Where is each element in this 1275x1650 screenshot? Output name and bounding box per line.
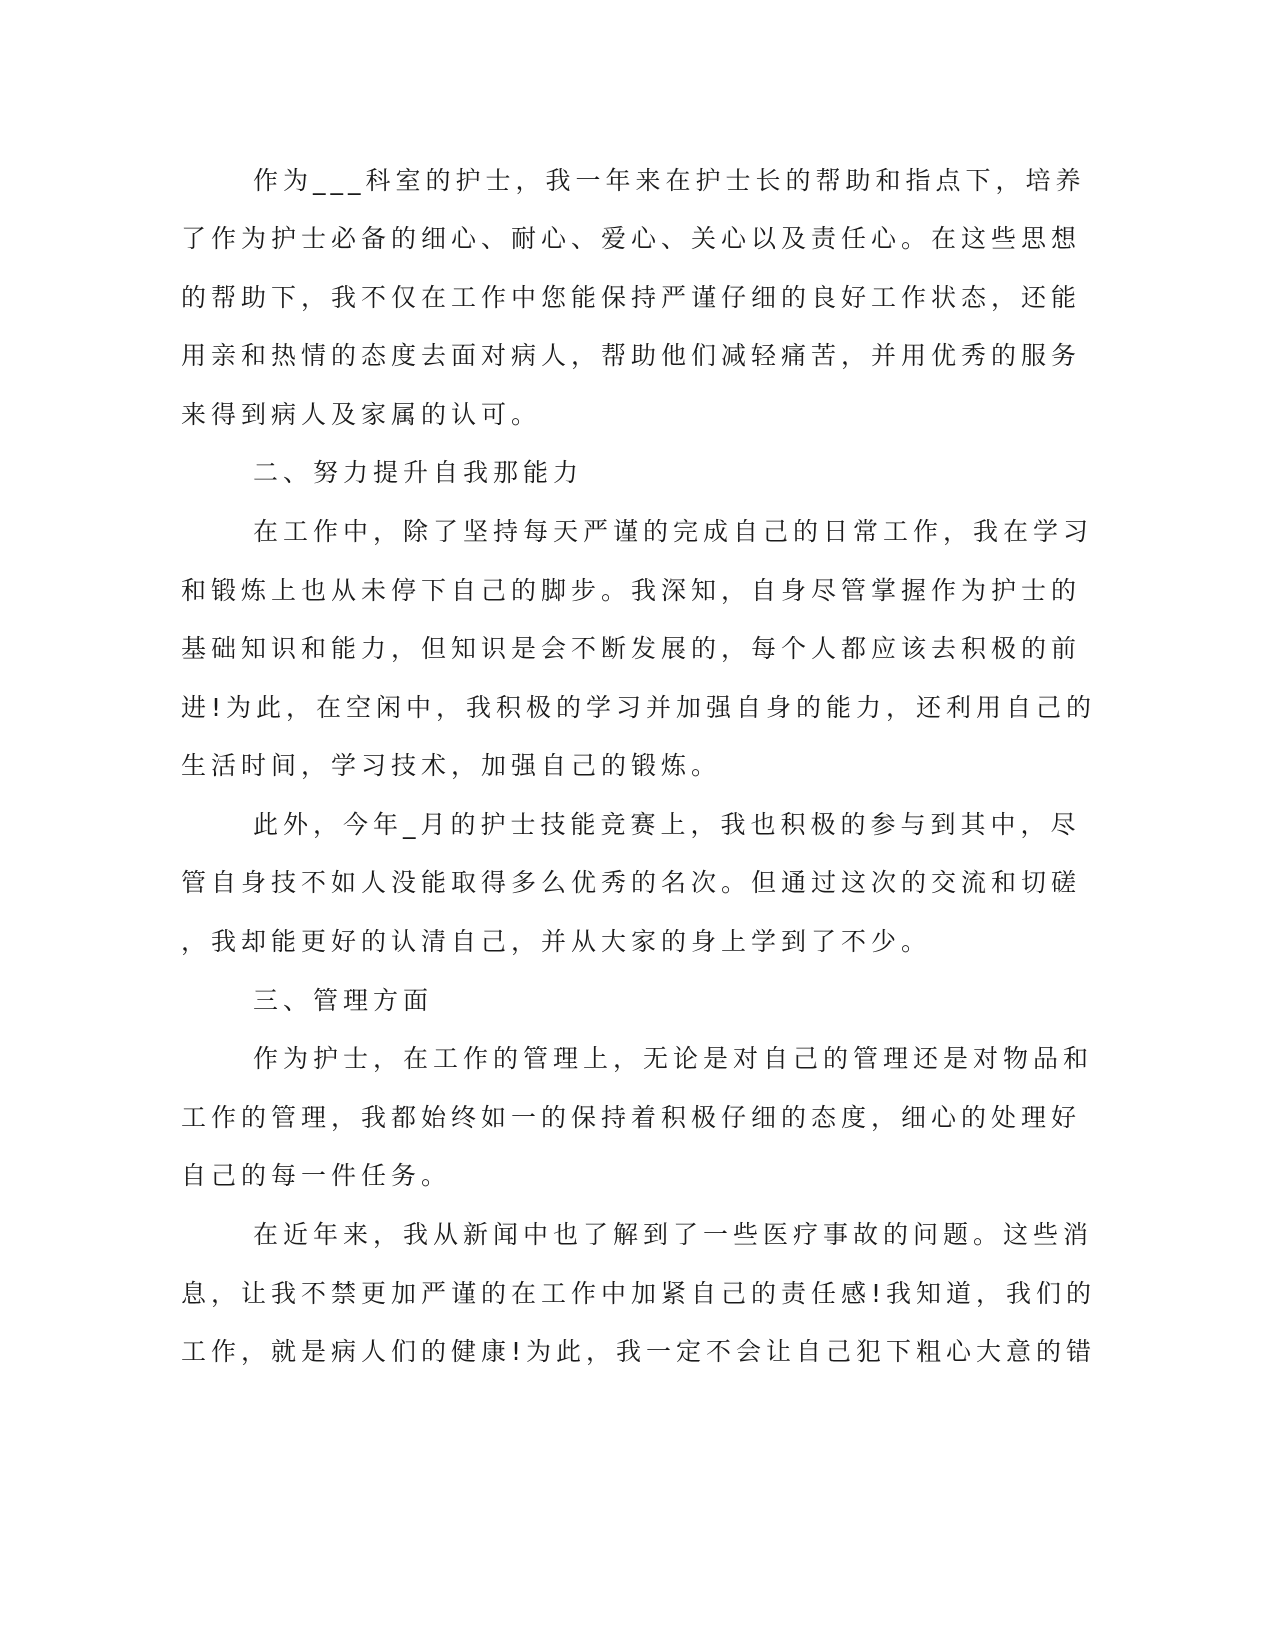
paragraph-line: 的帮助下，我不仅在工作中您能保持严谨仔细的良好工作状态，还能 [181,283,1082,312]
paragraph-line: ，我却能更好的认清自己，并从大家的身上学到了不少。 [181,927,932,956]
paragraph-line: 在工作中，除了坚持每天严谨的完成自己的日常工作，我在学习 [253,517,1094,546]
paragraph-line: 基础知识和能力，但知识是会不断发展的，每个人都应该去积极的前 [181,634,1082,663]
paragraph-line: 用亲和热情的态度去面对病人，帮助他们减轻痛苦，并用优秀的服务 [181,341,1082,370]
paragraph-line: 管自身技不如人没能取得多么优秀的名次。但通过这次的交流和切磋 [181,868,1082,897]
paragraph-line: 工作，就是病人们的健康!为此，我一定不会让自己犯下粗心大意的错 [181,1337,1097,1366]
paragraph-line: 来得到病人及家属的认可。 [181,400,542,429]
paragraph-line: 工作的管理，我都始终如一的保持着积极仔细的态度，细心的处理好 [181,1103,1082,1132]
paragraph-line: 此外，今年_月的护士技能竞赛上，我也积极的参与到其中，尽 [253,810,1081,839]
paragraph-line: 息，让我不禁更加严谨的在工作中加紧自己的责任感!我知道，我们的 [181,1279,1097,1308]
paragraph-line: 进!为此，在空闲中，我积极的学习并加强自身的能力，还利用自己的 [181,693,1097,722]
section-heading: 三、管理方面 [253,986,434,1015]
paragraph-line: 自己的每一件任务。 [181,1161,452,1190]
paragraph-line: 了作为护士必备的细心、耐心、爱心、关心以及责任心。在这些思想 [181,224,1082,253]
paragraph-line: 生活时间，学习技术，加强自己的锻炼。 [181,751,722,780]
paragraph-line: 作为___科室的护士，我一年来在护士长的帮助和指点下，培养 [253,166,1086,195]
paragraph-line: 在近年来，我从新闻中也了解到了一些医疗事故的问题。这些消 [253,1220,1094,1249]
paragraph-line: 和锻炼上也从未停下自己的脚步。我深知，自身尽管掌握作为护士的 [181,576,1082,605]
paragraph-line: 作为护士，在工作的管理上，无论是对自己的管理还是对物品和 [253,1044,1094,1073]
section-heading: 二、努力提升自我那能力 [253,458,584,487]
